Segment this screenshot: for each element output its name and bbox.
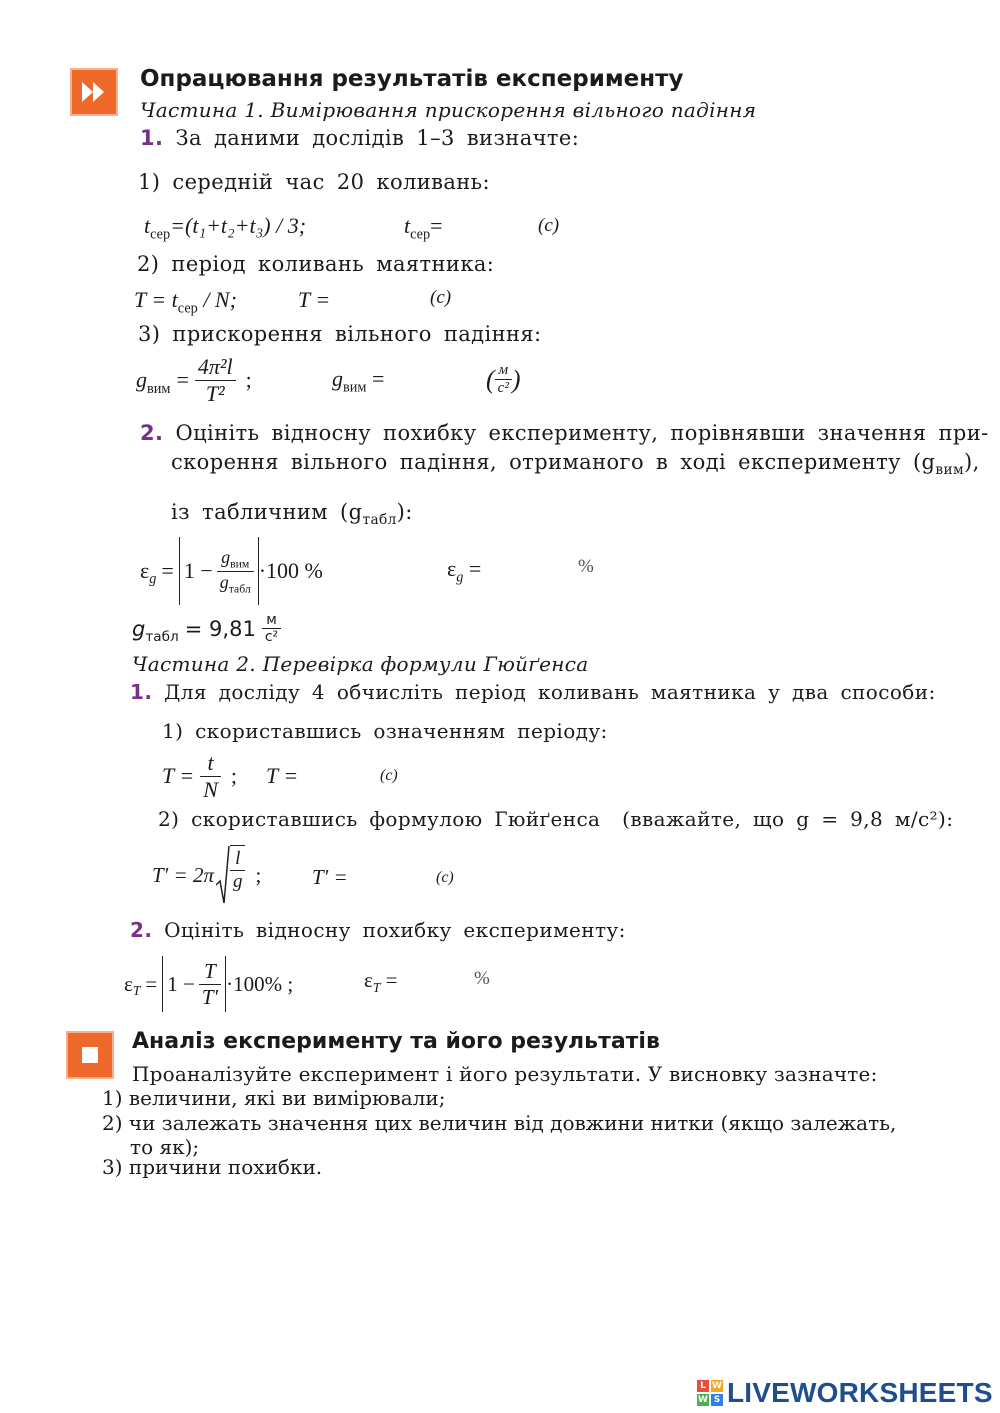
part2-title: Частина 2. Перевірка формули Гюйґенса (132, 652, 589, 676)
list-item: то як); (130, 1135, 200, 1159)
answer-error-t: $\varepsilon_T$ = (364, 968, 398, 996)
task-number: 2. (130, 918, 153, 942)
stop-square-icon (68, 1033, 112, 1077)
unit-label: ( $\frac{м}{\text{с²}}$ ) (486, 362, 521, 396)
task-number: 2. (140, 421, 164, 445)
logo-icon: L W W S (698, 1381, 722, 1405)
section2-title: Аналіз експерименту та його результатів (132, 1029, 660, 1054)
formula-relative-error-g: ε $_g$ = 1 − $\frac{g_{вим}}{g_{табл}}$ ·100 % (140, 536, 323, 606)
step-label: 2) скориставшись формулою Гюйґенса (вважайте, що g = 9,8 м/с²): (158, 807, 954, 831)
step-label: 1) середній час 20 коливань: (138, 170, 490, 194)
fast-forward-icon (72, 70, 116, 114)
task-text: За даними дослідів 1–3 визначте: (175, 126, 580, 150)
list-item: 2) чи залежать значення цих величин від довжини нитки (якщо залежать, (102, 1111, 897, 1135)
formula-period: $T = t_{сер} / N$; (134, 287, 237, 317)
unit-label: (с) (436, 869, 454, 886)
list-item: 1) величини, які ви вимірювали; (102, 1086, 446, 1110)
task2-line2: скорення вільного падіння, отриманого в ході експерименту $(g_{вим})$, (171, 450, 980, 479)
formula-relative-error-t: ε $_T$ = 1 − $\frac{T}{T'}$ ·100% ; (124, 955, 293, 1013)
g-table-value: g $_{табл}$ = 9,81 $\frac{м}{\text{с²}}$ (132, 612, 281, 645)
task-number: 1. (130, 680, 153, 704)
part2-task2-heading: 2. Оцініть відносну похибку експерименту: (130, 918, 626, 942)
task1-heading (140, 126, 579, 150)
list-item: 3) причини похибки. (102, 1155, 323, 1179)
unit-label: (с) (380, 767, 398, 784)
answer-mean-time: $t_{сер}=$ (404, 213, 443, 243)
task2-line1: 2. Оцініть відносну похибку експерименту, порівнявши значення при- (140, 421, 989, 445)
step-label: 3) прискорення вільного падіння: (138, 322, 542, 346)
answer-period: T = (298, 287, 331, 312)
unit-label: % (474, 968, 490, 989)
formula-huygens: T′ = 2π $\frac{l}{g}$ ; (152, 843, 261, 907)
task-number: 1. (140, 126, 164, 150)
answer-gravity: $g_{вим}$ = (332, 366, 385, 396)
task2-line3: із табличним $(g_{табл})$: (171, 500, 413, 529)
formula-mean-time: $t_{сер}=(t_1+t_2+t_3) / 3$; (144, 213, 307, 243)
logo-text: LIVEWORKSHEETS (727, 1377, 993, 1408)
part2-task1-heading: 1. Для досліду 4 обчисліть період коливань маятника у два способи: (130, 680, 936, 704)
answer-huygens: T′ = (312, 865, 348, 889)
unit-label: (с) (538, 215, 560, 236)
step-label: 2) період коливань маятника: (137, 252, 495, 276)
answer-period-definition: T = (266, 763, 299, 788)
section-title: Опрацювання результатів експерименту (140, 66, 684, 92)
part1-title: Частина 1. Вимірювання прискорення вільного падіння (140, 98, 757, 122)
step-label: 1) скориставшись означенням періоду: (162, 719, 608, 743)
liveworksheets-logo[interactable] (697, 1376, 993, 1410)
formula-gravity: g $_{вим}$ = $\frac{\text{4π²l}}{\text{T²}}$ ; (136, 353, 252, 406)
answer-error-g: $\varepsilon_g$ = (447, 556, 482, 586)
unit-label: (с) (430, 287, 452, 308)
section2-intro: Проаналізуйте експеримент і його результати. У висновку зазначте: (132, 1062, 878, 1086)
formula-period-definition: T = $\frac{t}{N}$ ; (162, 749, 237, 802)
unit-label: % (578, 556, 594, 577)
